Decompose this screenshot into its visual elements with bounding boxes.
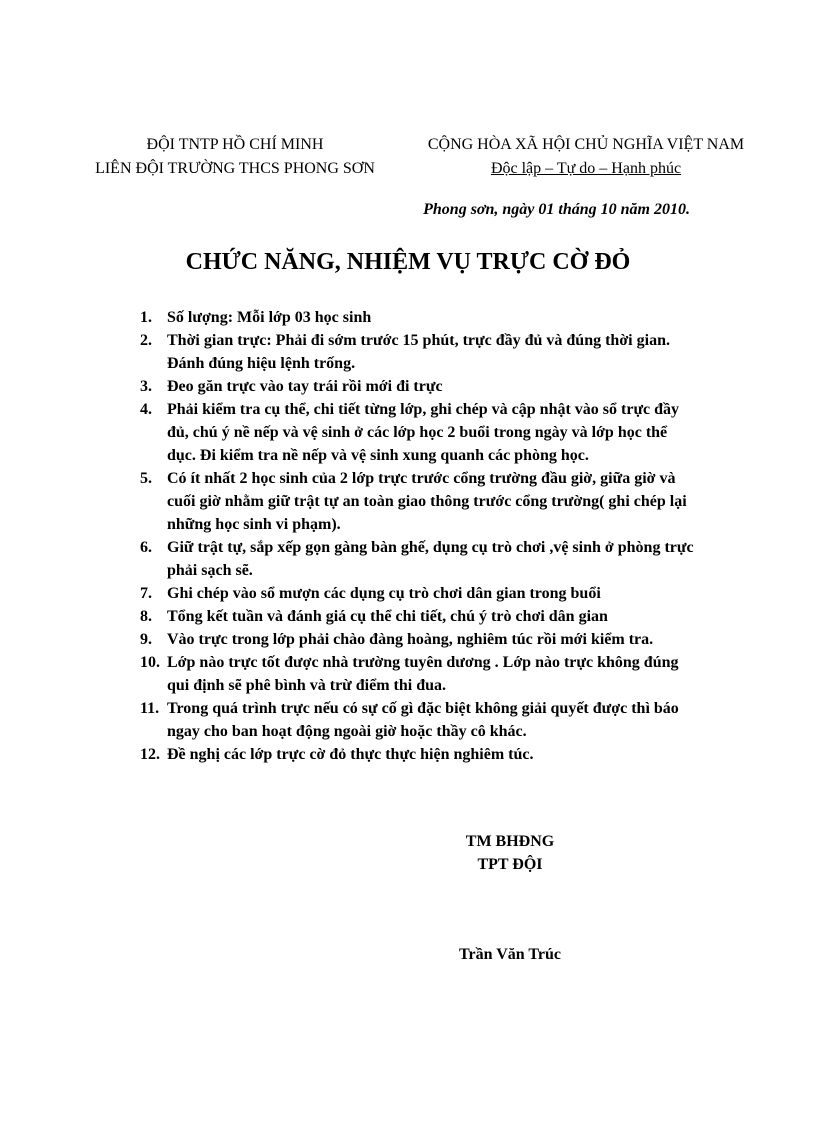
signature-role: [440, 830, 580, 876]
national-motto: Độc lập – Tự do – Hạnh phúc: [490, 160, 682, 177]
signature-role-line1: TM BHĐNG: [465, 833, 555, 850]
item-number: 7.: [140, 585, 152, 602]
document-title: CHỨC NĂNG, NHIỆM VỤ TRỰC CỜ ĐỎ: [185, 249, 631, 275]
item-text: Ghi chép vào sổ mượn các dụng cụ trò chơi dân gian trong buổi: [167, 585, 601, 602]
item-number: 6.: [140, 539, 152, 556]
item-number: 4.: [140, 401, 152, 418]
list-item: [140, 467, 700, 536]
item-number: 2.: [140, 332, 152, 349]
item-number: 3.: [140, 378, 152, 395]
item-number: 8.: [140, 608, 152, 625]
list-item: [140, 628, 700, 651]
item-text: Phải kiểm tra cụ thể, chi tiết từng lớp, ghi chép và cập nhật vào sổ trực đầy đủ, chú ý nề nếp và vệ sinh ở các lớp học 2 buổi trong ngày và lớp học thể dục. Đi kiểm tra nề nếp và vệ sinh xung quanh các phòng học.: [167, 401, 680, 464]
item-text: Giữ trật tự, sắp xếp gọn gàng bàn ghế, dụng cụ trò chơi ,vệ sinh ở phòng trực phải sạch sẽ.: [167, 539, 694, 579]
header-right: [410, 133, 762, 181]
school-name: LIÊN ĐỘI TRƯỜNG THCS PHONG SƠN: [95, 160, 375, 177]
item-text: Lớp nào trực tốt được nhà trường tuyên dương . Lớp nào trực không đúng qui định sẽ phê bình và trừ điểm thi đua.: [167, 654, 679, 694]
list-item: [140, 398, 700, 467]
list-item: [140, 536, 700, 582]
list-item: [140, 651, 700, 697]
org-name: ĐỘI TNTP HỒ CHÍ MINH: [146, 136, 324, 153]
signer-name: Trần Văn Trúc: [459, 946, 561, 963]
item-number: 10.: [140, 654, 160, 671]
signature-role-line2: TPT ĐỘI: [477, 856, 543, 873]
item-number: 5.: [140, 470, 152, 487]
list-item: [140, 605, 700, 628]
item-text: Tổng kết tuần và đánh giá cụ thể chi tiết, chú ý trò chơi dân gian: [167, 608, 608, 625]
item-number: 12.: [140, 746, 160, 763]
item-text: Có ít nhất 2 học sinh của 2 lớp trực trước cổng trường đầu giờ, giữa giờ và cuối giờ nhằm giữ trật tự an toàn giao thông trước cổng trường( ghi chép lại những học sinh vi phạm).: [167, 470, 687, 533]
item-number: 11.: [140, 700, 160, 717]
list-item: [140, 697, 700, 743]
item-text: Trong quá trình trực nếu có sự cố gì đặc biệt không giải quyết được thì báo ngay cho ban hoạt động ngoài giờ hoặc thầy cô khác.: [167, 700, 679, 740]
date-line: Phong sơn, ngày 01 tháng 10 năm 2010.: [423, 201, 690, 218]
list-item: [140, 306, 700, 329]
item-text: Đeo găn trực vào tay trái rồi mới đi trực: [167, 378, 443, 395]
item-text: Thời gian trực: Phải đi sớm trước 15 phút, trực đầy đủ và đúng thời gian. Đánh đúng hiệu lệnh trống.: [167, 332, 670, 372]
list-item: [140, 329, 700, 375]
item-text: Đề nghị các lớp trực cờ đỏ thực thực hiện nghiêm túc.: [167, 746, 534, 763]
list-item: [140, 582, 700, 605]
item-number: 1.: [140, 309, 152, 326]
item-text: Số lượng: Mỗi lớp 03 học sinh: [167, 309, 372, 326]
header-left: [70, 133, 400, 181]
list-item: [140, 743, 700, 766]
country-name: CỘNG HÒA XÃ HỘI CHỦ NGHĨA VIỆT NAM: [427, 136, 745, 153]
list-item: [140, 375, 700, 398]
duty-list: [140, 306, 700, 766]
item-number: 9.: [140, 631, 152, 648]
item-text: Vào trực trong lớp phải chào đàng hoàng, nghiêm túc rồi mới kiểm tra.: [167, 631, 654, 648]
